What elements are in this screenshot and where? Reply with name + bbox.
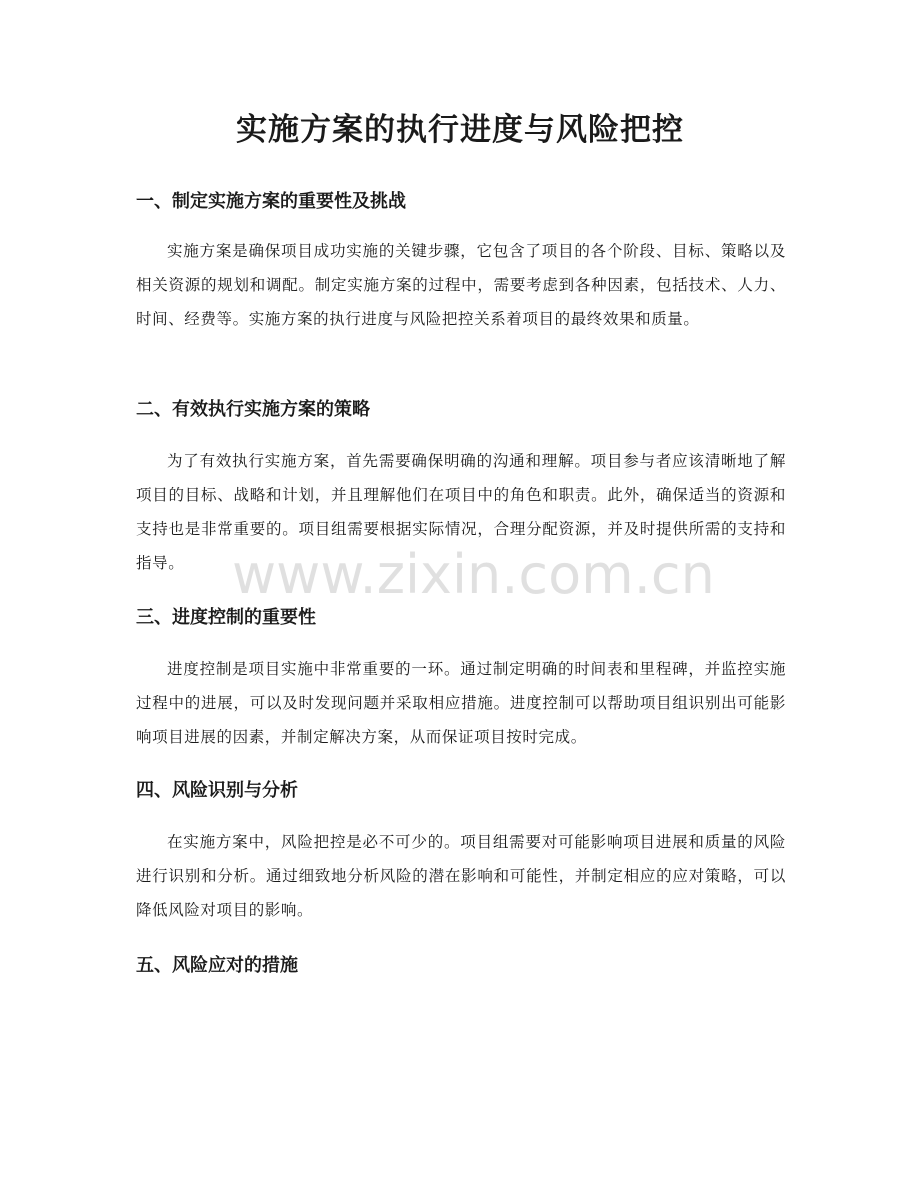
watermark: www.zixin.com.cn: [232, 543, 715, 606]
section-heading-4: 四、风险识别与分析: [136, 780, 298, 801]
section-paragraph-1: 实施方案是确保项目成功实施的关键步骤，它包含了项目的各个阶段、目标、策略以及相关资源的规划和调配。制定实施方案的过程中，需要考虑到各种因素，包括技术、人力、时间、经费等。实施方案的执行进度与风险把控关系着项目的最终效果和质量。: [136, 242, 786, 328]
section-paragraph-3: 进度控制是项目实施中非常重要的一环。通过制定明确的时间表和里程碑，并监控实施过程中的进展，可以及时发现问题并采取相应措施。进度控制可以帮助项目组识别出可能影响项目进展的因素，并制定解决方案，从而保证项目按时完成。: [136, 660, 786, 746]
section-heading-5: 五、风险应对的措施: [136, 955, 298, 976]
section-paragraph-2: 为了有效执行实施方案，首先需要确保明确的沟通和理解。项目参与者应该清晰地了解项目的目标、战略和计划，并且理解他们在项目中的角色和职责。此外，确保适当的资源和支持也是非常重要的。项目组需要根据实际情况，合理分配资源，并及时提供所需的支持和指导。: [136, 452, 786, 572]
section-heading-1: 一、制定实施方案的重要性及挑战: [136, 191, 406, 212]
section-heading-2: 二、有效执行实施方案的策略: [136, 399, 370, 420]
document-title: 实施方案的执行进度与风险把控: [236, 112, 684, 148]
section-paragraph-4: 在实施方案中，风险把控是必不可少的。项目组需要对可能影响项目进展和质量的风险进行识别和分析。通过细致地分析风险的潜在影响和可能性，并制定相应的应对策略，可以降低风险对项目的影响。: [136, 833, 786, 919]
section-heading-3: 三、进度控制的重要性: [136, 607, 316, 628]
